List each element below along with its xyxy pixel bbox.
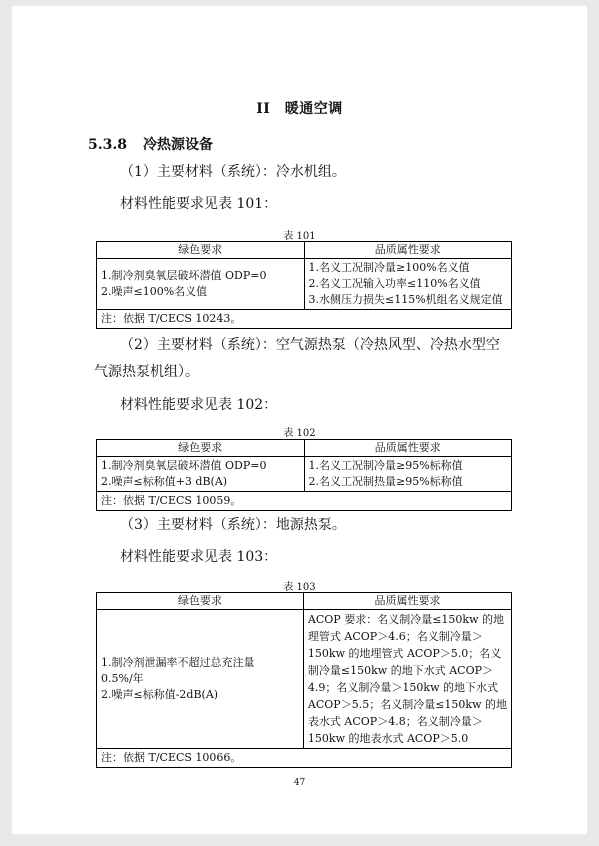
table-102-note: 注：依据 T/CECS 10059。 (97, 492, 512, 511)
material-2-text-line2: 气源热泵机组）。 (94, 364, 199, 380)
material-3-text: （3）主要材料（系统）：地源热泵。 (120, 517, 346, 533)
table-102-header-green: 绿色要求 (97, 440, 305, 457)
table-103-ref: 材料性能要求见表 103： (120, 549, 278, 565)
table-101-ref: 材料性能要求见表 101： (120, 196, 278, 212)
table-103-green-cell (97, 610, 304, 749)
table-102 (96, 439, 512, 511)
table-102-quality-cell (304, 457, 512, 492)
subsection-heading (88, 134, 213, 154)
table-101-header-quality: 品质属性要求 (304, 242, 512, 259)
table-102-quality-item: 2.名义工况制热量≥95%标称值 (308, 475, 463, 488)
page-number: 47 (293, 778, 306, 788)
table-102-green-item: 2.噪声≤标称值+3 dB(A) (101, 475, 228, 488)
table-103-quality-line: ACOP＞5.5；名义制冷量≤150kw 的地 (307, 698, 507, 711)
subsection-number: 5.3.8 (88, 137, 127, 153)
table-103-quality-line: 4.9；名义制冷量＞150kw 的地下水式 (307, 681, 498, 694)
table-103-quality-line: ACOP 要求：名义制冷量≤150kw 的地 (307, 613, 504, 626)
table-102-ref: 材料性能要求见表 102： (120, 397, 278, 413)
section-title: II 暖通空调 (256, 101, 343, 117)
table-101-quality-item: 1.名义工况制冷量≥100%名义值 (308, 261, 470, 274)
table-103-green-item: 2.噪声≤标称值-2dB(A) (101, 688, 219, 701)
table-103-quality-line: 150kw 的地表水式 ACOP＞5.0 (307, 732, 469, 745)
table-103-green-item: 1.制冷剂泄漏率不超过总充注量 (101, 656, 255, 669)
table-101-green-cell (97, 259, 305, 310)
table-103-quality-cell (303, 610, 511, 749)
table-102-green-cell (97, 457, 305, 492)
table-101-quality-cell (304, 259, 512, 310)
table-102-caption: 表 102 (283, 428, 316, 439)
table-103-quality-line: 理管式 ACOP＞4.6；名义制冷量＞ (307, 630, 483, 643)
table-103-note: 注：依据 T/CECS 10066。 (97, 749, 512, 768)
table-101-quality-item: 3.水侧压力损失≤115%机组名义规定值 (308, 293, 503, 306)
table-103-header-green: 绿色要求 (97, 593, 304, 610)
table-101-green-item: 2.噪声≤100%名义值 (101, 285, 208, 298)
table-101 (96, 241, 512, 329)
material-1-text: （1）主要材料（系统）：冷水机组。 (120, 164, 346, 180)
table-102-green-item: 1.制冷剂臭氧层破坏潜值 ODP=0 (101, 459, 267, 472)
table-103-caption: 表 103 (283, 582, 316, 593)
material-2-text-line1: （2）主要材料（系统）：空气源热泵（冷热风型、冷热水型空 (120, 337, 500, 353)
table-103-green-item: 0.5%/年 (101, 672, 144, 685)
table-101-green-item: 1.制冷剂臭氧层破坏潜值 ODP=0 (101, 269, 267, 282)
table-103-quality-line: 表水式 ACOP＞4.8；名义制冷量＞ (307, 715, 483, 728)
subsection-title: 冷热源设备 (142, 137, 213, 153)
table-103 (96, 592, 512, 768)
table-103-header-quality: 品质属性要求 (303, 593, 511, 610)
table-102-quality-item: 1.名义工况制冷量≥95%标称值 (308, 459, 463, 472)
table-103-quality-line: 制冷量≤150kw 的地下水式 ACOP＞ (307, 664, 493, 677)
table-103-quality-line: 150kw 的地埋管式 ACOP＞5.0；名义 (307, 647, 502, 660)
document-page (12, 6, 587, 834)
table-101-quality-item: 2.名义工况输入功率≤110%名义值 (308, 277, 481, 290)
table-101-caption: 表 101 (283, 231, 316, 242)
table-101-header-green: 绿色要求 (97, 242, 305, 259)
table-101-note: 注：依据 T/CECS 10243。 (97, 310, 512, 329)
table-102-header-quality: 品质属性要求 (304, 440, 512, 457)
